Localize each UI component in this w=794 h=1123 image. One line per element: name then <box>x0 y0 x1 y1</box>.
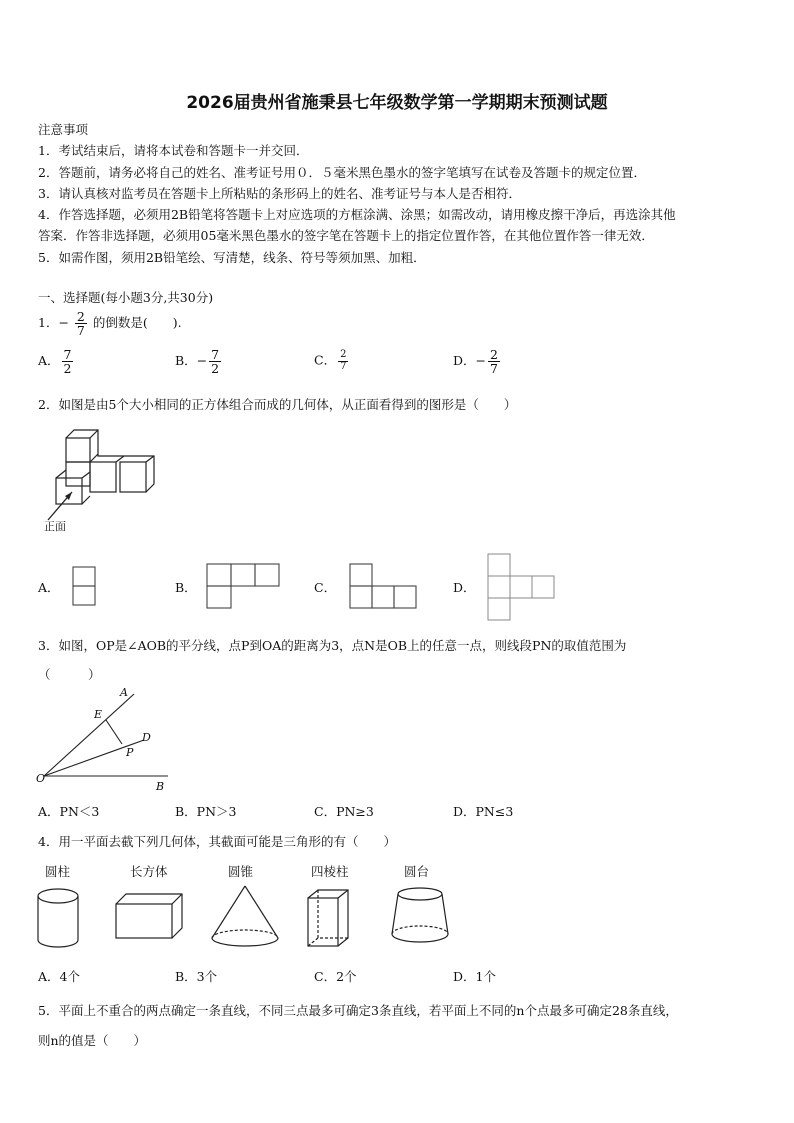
label-b: B <box>156 780 165 793</box>
notice-item: 4．作答选择题，必须用2B铅笔将答题卡上对应选项的方框涂满、涂黑；如需改动，请用橡皮擦干净后，再选涂其他 <box>38 207 676 222</box>
label-e: E <box>94 708 103 721</box>
option-sign: − <box>196 353 208 369</box>
prism-shape <box>308 890 348 946</box>
option-label: A． <box>38 353 60 369</box>
q2-option-a-label[interactable]: A． <box>38 580 60 595</box>
option-fraction <box>338 350 348 372</box>
option-den: 2 <box>63 361 72 377</box>
question-3-paren: （ ） <box>38 667 101 682</box>
question-1 <box>38 310 182 337</box>
question-2: 2．如图是由5个大小相同的正方体组合而成的几何体，从正面看得到的图形是（ ） <box>38 397 517 412</box>
q2-option-b-label[interactable]: B． <box>175 580 197 595</box>
question-5-line1: 5．平面上不重合的两点确定一条直线，不同三点最多可确定3条直线，若平面上不同的n个点最多可确定28条直线， <box>38 1003 678 1018</box>
question-4: 4．用一平面去截下列几何体，其截面可能是三角形的有（ ） <box>38 834 396 849</box>
q2-option-c-label[interactable]: C． <box>314 580 337 595</box>
option-den: 7 <box>490 361 498 377</box>
shape-label-cuboid: 长方体 <box>130 864 168 879</box>
shape-label-frustum: 圆台 <box>404 864 430 879</box>
q1-option-c[interactable] <box>314 350 350 372</box>
q4-solids-figure <box>30 884 450 956</box>
label-p: P <box>126 746 134 759</box>
notice-item: 1．考试结束后，请将本试卷和答题卡一并交回． <box>38 143 309 158</box>
q3-angle-figure <box>36 684 176 796</box>
cuboid-shape <box>116 894 182 938</box>
option-label: D． <box>453 353 476 369</box>
question-3: 3．如图，OP是∠AOB的平分线，点P到OA的距离为3，点N是OB上的任意一点，则线段PN的取值范围为 <box>38 638 627 653</box>
q2-option-c-figure <box>348 562 418 610</box>
q2-option-d-label[interactable]: D． <box>453 580 476 595</box>
q3-option-d[interactable]: D．PN≤3 <box>453 804 514 819</box>
option-num: 7 <box>211 347 220 362</box>
q1-frac-den: 7 <box>76 323 85 339</box>
shape-label-cylinder: 圆柱 <box>45 864 71 879</box>
label-d: D <box>142 731 151 744</box>
notice-item: 2．答题前，请务必将自己的姓名、准考证号用０．５毫米黑色墨水的签字笔填写在试卷及答题卡的规定位置． <box>38 165 646 180</box>
shape-label-cone: 圆锥 <box>228 864 254 879</box>
q3-option-a[interactable]: A．PN＜3 <box>38 804 100 819</box>
notice-heading: 注意事项 <box>38 122 89 137</box>
option-label: B． <box>175 353 197 369</box>
option-num: 7 <box>63 347 72 362</box>
q1-prefix: 1．− <box>38 315 69 331</box>
q1-fraction <box>75 310 87 337</box>
q1-option-d[interactable] <box>453 348 502 375</box>
q4-option-c[interactable]: C．2个 <box>314 969 357 984</box>
front-label: 正面 <box>44 520 66 533</box>
option-num: 2 <box>490 347 498 362</box>
cylinder-shape <box>38 889 78 947</box>
option-fraction <box>62 348 74 375</box>
notice-item: 3．请认真核对监考员在答题卡上所粘贴的条形码上的姓名、准考证号与本人是否相符． <box>38 186 521 201</box>
q2-option-b-figure <box>205 562 281 610</box>
option-fraction <box>209 348 221 375</box>
q3-option-b[interactable]: B．PN＞3 <box>175 804 237 819</box>
option-num: 2 <box>340 349 347 360</box>
q1-suffix: 的倒数是( ). <box>92 315 182 331</box>
option-sign: − <box>475 353 487 369</box>
frustum-shape <box>392 888 448 942</box>
q1-option-a[interactable] <box>38 348 75 375</box>
option-den: 2 <box>211 361 220 377</box>
q4-option-a[interactable]: A．4个 <box>38 969 80 984</box>
label-o: O <box>36 772 46 785</box>
section-heading: 一、选择题(每小题3分,共30分) <box>38 290 214 305</box>
shape-label-prism: 四棱柱 <box>311 864 349 879</box>
option-fraction <box>488 348 500 375</box>
segment-ep <box>106 720 122 744</box>
cone-shape <box>212 886 278 946</box>
q1-option-b[interactable] <box>175 348 223 375</box>
option-label: C． <box>314 352 337 368</box>
q1-frac-num: 2 <box>76 309 85 324</box>
ray-oa <box>44 694 134 776</box>
q4-option-b[interactable]: B．3个 <box>175 969 218 984</box>
option-den: 7 <box>340 360 347 372</box>
q2-option-a-figure <box>72 566 98 608</box>
q2-option-d-figure <box>486 552 556 622</box>
notice-item: 5．如需作图，须用2B铅笔绘、写清楚，线条、符号等须加黑、加粗． <box>38 250 426 265</box>
q3-option-c[interactable]: C．PN≥3 <box>314 804 374 819</box>
q4-option-d[interactable]: D．1个 <box>453 969 496 984</box>
label-a: A <box>120 686 128 699</box>
question-5-line2: 则n的值是（ ） <box>38 1033 147 1048</box>
page-title: 2026届贵州省施秉县七年级数学第一学期期末预测试题 <box>186 93 608 113</box>
notice-item: 答案．作答非选择题，必须用05毫米黑色墨水的签字笔在答题卡上的指定位置作答，在其他位置作答一律无效． <box>38 228 654 243</box>
